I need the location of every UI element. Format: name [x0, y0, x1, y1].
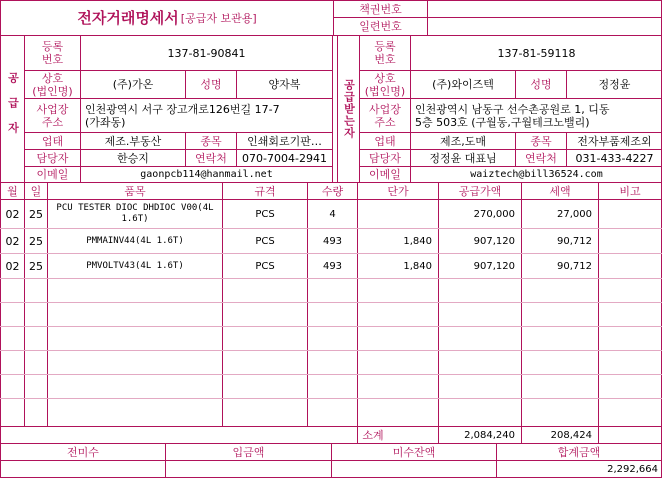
supplier-email: gaonpcb114@hanmail.net: [140, 169, 273, 180]
serial-no-label: 일련번호: [359, 19, 402, 33]
receiver-address-label: 사업장 주소: [369, 102, 401, 129]
prev-balance-label: 전미수: [67, 445, 99, 459]
row-qty: 493: [322, 260, 343, 272]
supplier-manager-label: 담당자: [36, 151, 69, 165]
row-supply: 907,120: [473, 260, 515, 272]
receiver-company: (주)와이즈텍: [432, 78, 494, 91]
title-main: 전자거래명세서: [77, 9, 179, 27]
book-no-value: [428, 1, 661, 17]
prev-balance-value: [1, 461, 165, 477]
supplier-name-label: 성명: [200, 78, 222, 91]
supplier-side-label: 공급자: [6, 71, 20, 147]
total-value: 2,292,664: [607, 463, 658, 475]
receiver-phone-label: 연락처: [525, 151, 557, 165]
supplier-address-label: 사업장 주소: [36, 102, 69, 129]
receiver-reg-label: 등록 번호: [374, 40, 396, 66]
supplier-address: 인천광역시 서구 장고개로126번길 17-7 (가좌동): [85, 102, 280, 129]
row-note: [599, 229, 661, 253]
row-unit-price: [358, 200, 438, 228]
col-supply: 공급가액: [458, 184, 502, 198]
subtotal-supply: 2,084,240: [464, 429, 515, 441]
supplier-company: (주)가온: [112, 78, 154, 91]
receiver-phone: 031-433-4227: [575, 151, 654, 165]
receiver-company-label: 상호 (법인명): [364, 71, 406, 98]
row-spec: PCS: [255, 208, 275, 220]
row-day: 25: [29, 259, 43, 273]
receiver-address: 인천광역시 남동구 선수촌공원로 1, 디동 5층 503호 (구월동,구월테크노밸리): [415, 102, 610, 129]
row-tax: 27,000: [557, 208, 592, 220]
received-label: 입금액: [232, 445, 265, 459]
unpaid-label: 미수잔액: [392, 445, 436, 459]
title-sub: [공급자 보관용]: [180, 11, 257, 25]
receiver-item: 전자부품제조외: [577, 134, 652, 148]
row-unit-price: 1,840: [403, 260, 432, 272]
supplier-item: 인쇄회로기판…: [247, 134, 322, 148]
supplier-phone: 070-7004-2941: [242, 151, 327, 165]
row-tax: 90,712: [557, 260, 592, 272]
supplier-phone-label: 연락처: [195, 151, 227, 165]
row-note: [599, 254, 661, 278]
col-unit-price: 단가: [387, 184, 409, 198]
supplier-item-label: 종목: [200, 134, 222, 148]
subtotal-label: 소계: [362, 428, 384, 442]
row-spec: PCS: [255, 235, 275, 247]
col-day: 일: [30, 184, 42, 198]
row-supply: 270,000: [473, 208, 515, 220]
row-month: 02: [5, 207, 20, 221]
row-note: [599, 200, 661, 228]
document-title: [1, 1, 333, 34]
receiver-biztype: 제조,도매: [439, 134, 486, 148]
row-qty: 4: [329, 208, 336, 220]
row-tax: 90,712: [557, 235, 592, 247]
col-month: 월: [7, 184, 18, 198]
row-item: PCU TESTER DIOC DHDIOC V00(4L 1.6T): [56, 203, 214, 224]
supplier-biztype-label: 업태: [41, 134, 64, 148]
supplier-email-label: 이메일: [36, 168, 69, 181]
unpaid-value: [332, 461, 496, 477]
col-note: 비고: [619, 184, 641, 198]
row-spec: PCS: [255, 260, 275, 272]
row-supply: 907,120: [473, 235, 515, 247]
received-value: [166, 461, 331, 477]
row-item: PMVOLTV43(4L 1.6T): [86, 260, 184, 271]
col-item: 품목: [124, 184, 146, 198]
receiver-side-label: 공급받는자: [342, 79, 356, 139]
supplier-reg-no: 137-81-90841: [167, 46, 246, 60]
row-day: 25: [29, 234, 43, 248]
total-label: 합계금액: [557, 445, 601, 459]
row-day: 25: [29, 207, 43, 221]
supplier-manager: 한승지: [117, 151, 149, 165]
receiver-biztype-label: 업태: [374, 134, 396, 148]
book-no-label: 책권번호: [359, 2, 402, 16]
receiver-name: 정정윤: [598, 78, 631, 91]
supplier-biztype: 제조.부동산: [104, 134, 162, 148]
receiver-email-label: 이메일: [369, 168, 401, 181]
row-unit-price: 1,840: [403, 235, 432, 247]
receiver-name-label: 성명: [530, 78, 552, 91]
supplier-reg-label: 등록 번호: [41, 40, 64, 66]
col-qty: 수량: [321, 184, 344, 198]
receiver-email: waiztech@bill36524.com: [470, 169, 603, 180]
row-month: 02: [5, 259, 20, 273]
receiver-manager-label: 담당자: [369, 151, 401, 165]
row-qty: 493: [322, 235, 343, 247]
supplier-company-label: 상호 (법인명): [32, 71, 73, 98]
receiver-item-label: 종목: [530, 134, 552, 148]
col-tax: 세액: [549, 184, 571, 198]
supplier-name: 양자복: [268, 78, 301, 91]
receiver-reg-no: 137-81-59118: [497, 46, 576, 60]
row-month: 02: [5, 234, 20, 248]
receiver-manager: 정정윤 대표님: [429, 151, 497, 165]
row-item: PMMAINV44(4L 1.6T): [86, 235, 184, 246]
serial-no-value: [428, 18, 661, 34]
col-spec: 규격: [254, 184, 276, 198]
subtotal-tax: 208,424: [550, 429, 592, 441]
